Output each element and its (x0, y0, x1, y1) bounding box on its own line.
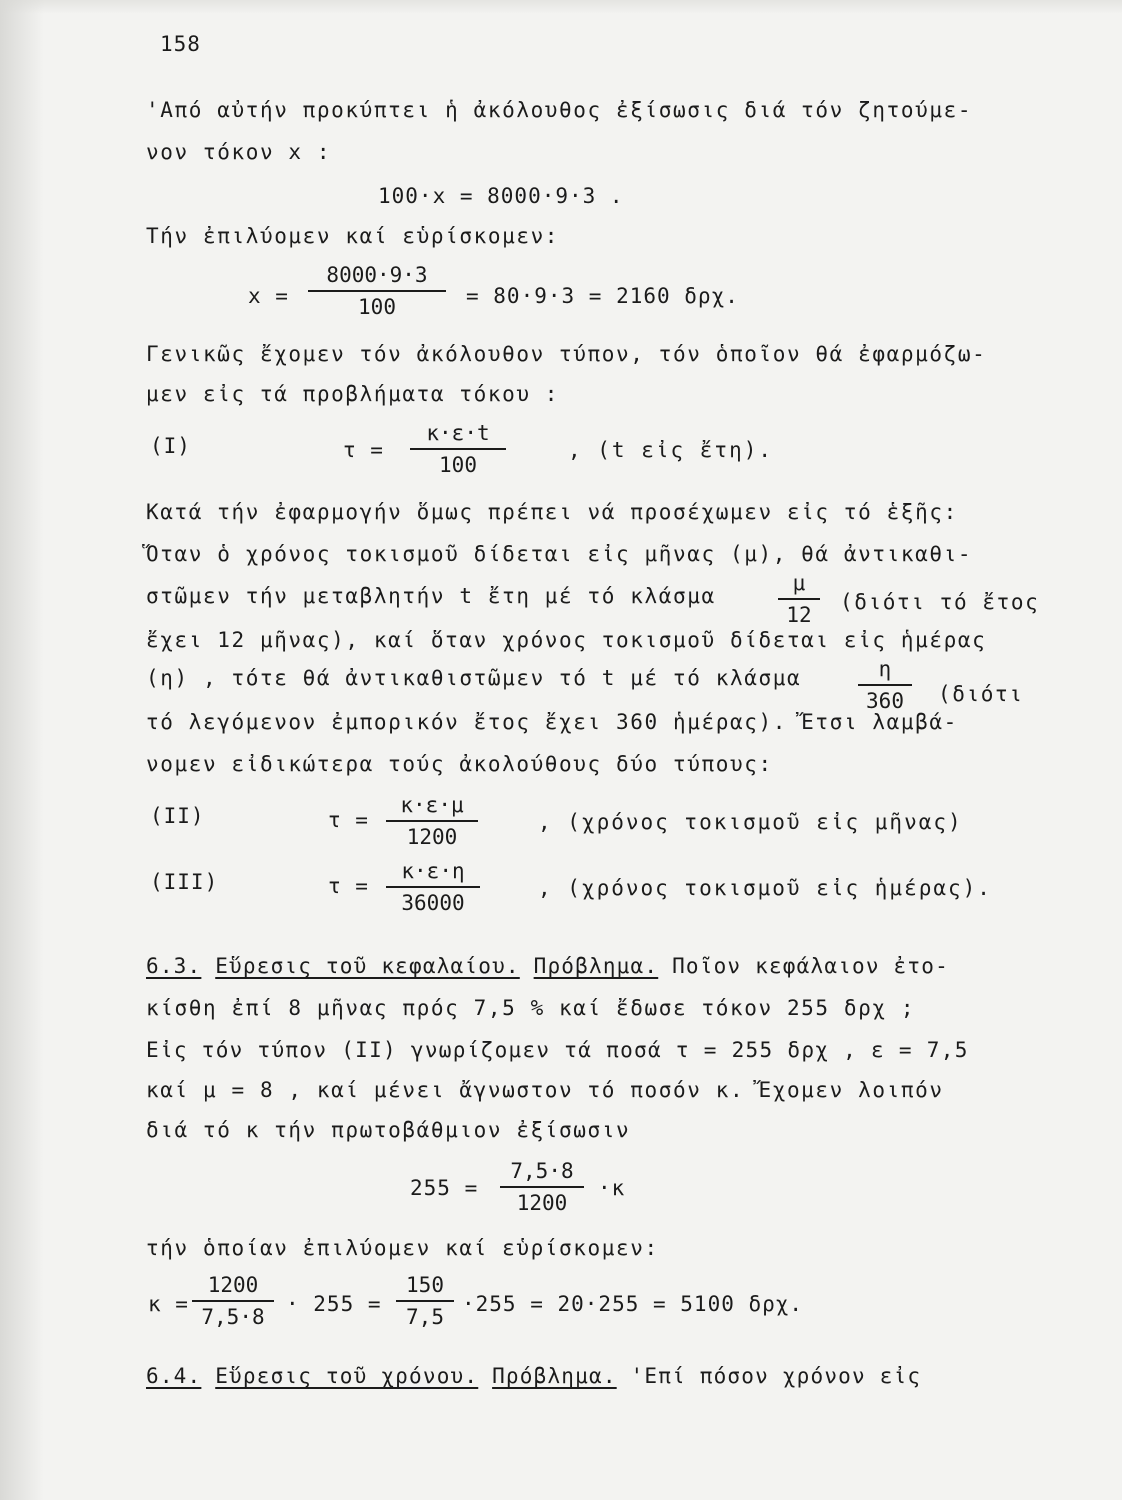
formula-3-note: , (χρόνος τοκισμοῦ εἰς ἡμέρας). (538, 876, 992, 900)
fraction-denominator: 7,5 (406, 1305, 444, 1329)
equation-2-rhs: = 80·9·3 = 2160 δρχ. (466, 284, 739, 308)
text-line: (διότι τό ἔτος (840, 590, 1040, 614)
formula-3-label: (ΙΙΙ) (150, 870, 219, 894)
fraction-numerator: 7,5·8 (500, 1158, 584, 1188)
fraction-denominator: 100 (358, 295, 396, 319)
text-line: Κατά τήν ἐφαρμογήν ὅμως πρέπει νά προσέχωμεν εἰς τό ἑξῆς: (146, 500, 958, 524)
text-line: τήν ὁποίαν ἐπιλύομεν καί εὑρίσκομεν: (146, 1236, 659, 1260)
equation-4-fraction-2 (396, 1272, 454, 1330)
section-6-3-heading (146, 952, 1052, 980)
section-text: 'Επί πόσον χρόνον εἰς (630, 1364, 922, 1388)
section-title: Εὕρεσις τοῦ κεφαλαίου. (215, 954, 520, 978)
text-line: κίσθη ἐπί 8 μῆνας πρός 7,5 % καί ἔδωσε τόκον 255 δρχ ; (146, 996, 916, 1020)
fraction-eta-over-360 (858, 656, 912, 714)
section-6-4-heading (146, 1362, 1052, 1390)
fraction-denominator: 360 (866, 689, 904, 713)
text-line: (διότι (938, 682, 1024, 706)
fraction-numerator: κ·ε·t (410, 420, 506, 450)
fraction-denominator: 7,5·8 (201, 1305, 265, 1329)
formula-1-note: , (t εἰς ἔτη). (568, 438, 774, 462)
problem-label: Πρόβλημα. (492, 1364, 617, 1388)
section-title: Εὕρεσις τοῦ χρόνου. (215, 1364, 479, 1388)
formula-1-lhs: τ = (343, 438, 384, 462)
text-line: ἔχει 12 μῆνας), καί ὅταν χρόνος τοκισμοῦ δίδεται εἰς ἡμέρας (146, 628, 987, 652)
page-number: 158 (160, 32, 201, 56)
equation-4-rhs: ·255 = 20·255 = 5100 δρχ. (462, 1292, 804, 1316)
equation-1: 100·x = 8000·9·3 . (378, 184, 624, 208)
text-line: (η) , τότε θά ἀντικαθιστῶμεν τό t μέ τό κλάσμα (146, 666, 802, 690)
section-text: Ποῖον κεφάλαιον ἐτο- (672, 954, 949, 978)
section-number: 6.3. (146, 954, 202, 978)
equation-2-lhs: x = (248, 284, 289, 308)
scan-top-shadow (0, 0, 1122, 14)
equation-4-middle: · 255 = (286, 1292, 382, 1316)
text-line: Ὅταν ὁ χρόνος τοκισμοῦ δίδεται εἰς μῆνας (μ), θά ἀντικαθι- (146, 542, 973, 566)
fraction-numerator: 1200 (192, 1272, 274, 1302)
fraction-mu-over-12 (778, 570, 820, 628)
formula-3-lhs: τ = (328, 874, 369, 898)
formula-2-fraction (386, 792, 478, 850)
text-line: Γενικῶς ἔχομεν τόν ἀκόλουθον τύπον, τόν ὁποῖον θά ἐφαρμόζω- (146, 342, 987, 366)
fraction-numerator: κ·ε·μ (386, 792, 478, 822)
formula-1-fraction (410, 420, 506, 478)
problem-label: Πρόβλημα. (533, 954, 659, 978)
fraction-numerator: 150 (396, 1272, 454, 1302)
formula-2-note: , (χρόνος τοκισμοῦ εἰς μῆνας) (538, 810, 963, 834)
equation-3-rhs: ·κ (598, 1176, 626, 1200)
text-line: νον τόκον x : (146, 140, 332, 164)
text-line: στῶμεν τήν μεταβλητήν t ἔτη μέ τό κλάσμα (146, 584, 716, 608)
text-line: Τήν ἐπιλύομεν καί εὑρίσκομεν: (146, 224, 560, 248)
formula-1-label: (Ι) (150, 434, 191, 458)
equation-4-fraction-1 (192, 1272, 274, 1330)
text-line: Εἰς τόν τύπον (ΙΙ) γνωρίζομεν τά ποσά τ = 255 δρχ , ε = 7,5 (146, 1038, 969, 1062)
fraction-denominator: 36000 (401, 891, 465, 915)
fraction-denominator: 12 (786, 603, 812, 627)
section-number: 6.4. (146, 1364, 202, 1388)
equation-4-lhs: κ = (148, 1292, 189, 1316)
text-line: καί μ = 8 , καί μένει ἄγνωστον τό ποσόν κ. Ἔχομεν λοιπόν (146, 1078, 944, 1102)
fraction-numerator: κ·ε·η (386, 858, 480, 888)
fraction-numerator: 8000·9·3 (308, 262, 446, 292)
fraction-denominator: 1200 (406, 825, 458, 849)
equation-3-lhs: 255 = (410, 1176, 479, 1200)
text-line: νομεν εἰδικώτερα τούς ἀκολούθους δύο τύπους: (146, 752, 773, 776)
formula-3-fraction (386, 858, 480, 916)
fraction-numerator: μ (778, 570, 820, 600)
fraction-numerator: η (858, 656, 912, 686)
formula-2-lhs: τ = (328, 808, 369, 832)
equation-3-fraction (500, 1158, 584, 1216)
text-line: διά τό κ τήν πρωτοβάθμιον ἐξίσωσιν (146, 1118, 631, 1142)
text-line: τό λεγόμενον ἐμπορικόν ἔτος ἔχει 360 ἡμέρας). Ἔτσι λαμβά- (146, 710, 958, 734)
fraction-denominator: 100 (439, 453, 477, 477)
formula-2-label: (ΙΙ) (150, 804, 205, 828)
fraction-denominator: 1200 (516, 1191, 568, 1215)
text-line: μεν εἰς τά προβλήματα τόκου : (146, 382, 560, 406)
equation-2-fraction (308, 262, 446, 320)
text-line: 'Από αὐτήν προκύπτει ἡ ἀκόλουθος ἐξίσωσις διά τόν ζητούμε- (146, 98, 973, 122)
scan-binding-shadow (0, 0, 44, 1500)
